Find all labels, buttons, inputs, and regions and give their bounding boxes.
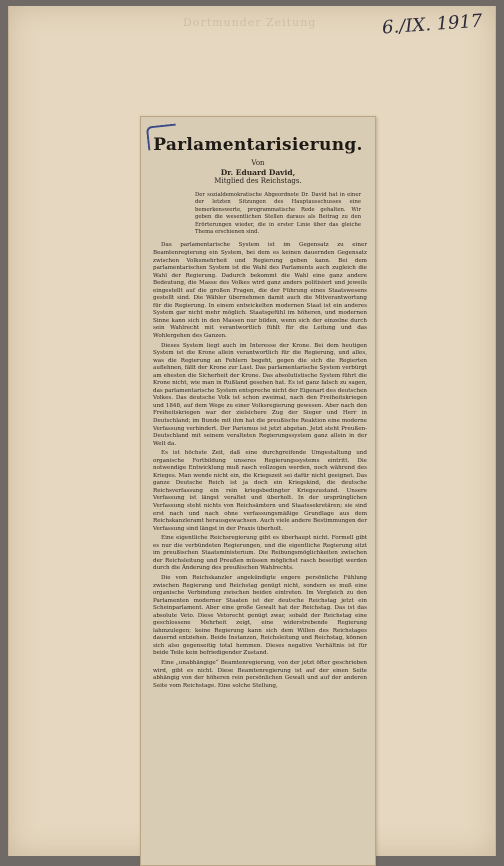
pencil-mark-icon	[146, 123, 178, 150]
paragraph: Eine eigentliche Reichsregierung gibt es überhaupt nicht. Formell gibt es nur die verbündeten Regierungen, und die eigentliche Regierung sitzt im preußischen Staatsministerium. Die Reibungsmöglichkeiten zwischen der Reichsleitung und Preußen müssen möglichst rasch beseitigt werden durch die Änderung des preußischen Wahlrechts.	[153, 535, 367, 572]
byline	[141, 159, 375, 186]
paragraph: Es ist höchste Zeit, daß eine durchgreifende Umgestaltung und organische Fortbildung unseres Regierungssystems eintritt. Die notwendige Entwicklung muß rasch vollzogen werden, noch während des Krieges. Man wende nicht ein, die Kriegszeit sei dafür nicht geeignet. Das ganze Deutsche Reich ist ja doch ein Kriegskind, die deutsche Reichsverfassung ein rein kriegsbedingter Kriegszustand. Unsere Verfassung ist längst veraltet und überholt. In der ursprünglichen Verfassung steht nichts von Reichsämtern und Staatssekretären; sie sind erst nach und nach ohne verfassungsmäßige Grundlage aus dem Reichskanzleramt herausgewachsen. Auch viele andere Bestimmungen der Verfassung sind längst in der Praxis überholt.	[153, 450, 367, 532]
newspaper-clipping	[140, 116, 376, 866]
handwritten-date: 6./IX. 1917	[380, 10, 483, 39]
paragraph: Das parlamentarische System ist im Gegensatz zu einer Beamtenregierung ein System, bei dem es keinen dauernden Gegensatz zwischen Volksmehrheit und Regierung geben kann. Bei dem parlamentarischen System ist die Wahl des Parlaments auch zugleich die Wahl der Regierung. Dadurch bekommt die Wahl eine ganz andere Bedeutung, die Masse des Volkes wird ganz anders politisiert und jeweils eingestellt auf die großen Fragen, die der Führung eines Staatswesens gestellt sind. Die Wähler übernehmen damit auch die Mitverantwortung für die Regierung. In einem entwickelten modernen Staat ist ein anderes System gar nicht mehr möglich. Staatsgefühl im höheren, und modernen Sinne kann sich in den Massen nur bilden, wenn sich der einzelne durch sein Wahlrecht mit verantwortlich fühlt für die Leitung und das Wohlergehen des Ganzen.	[153, 242, 367, 339]
article-title: Parlamentarisierung.	[153, 135, 363, 155]
faint-stamp: Dortmunder Zeitung	[183, 16, 317, 29]
byline-von: Von	[251, 159, 265, 167]
author-role: Mitglied des Reichstags.	[214, 177, 302, 185]
article-body	[153, 242, 367, 690]
article-intro: Der sozialdemokratische Abgeordnete Dr. David hat in einer der letzten Sitzungen des Hauptausschusses eine bemerkenswerte, programmatische Rede gehalten. Wir geben die wesentlichen Stellen daraus als Beitrag zu den Erörterungen wieder, die in erster Linie über das gleiche Thema erschienen sind.	[195, 192, 361, 236]
archive-page	[8, 6, 496, 856]
author-name: Dr. Eduard David,	[220, 168, 296, 177]
paragraph: Eine „unabhängige“ Beamtenregierung, von der jetzt öfter geschrieben wird, gibt es nicht. Diese Beamtenregierung ist auf der einen Seite abhängig von der höheren rein persönlichen Gewalt und auf der anderen Seite vom Reichstage. Eine solche Stellung,	[153, 659, 367, 689]
paragraph: Dieses System liegt auch im Interesse der Krone. Bei dem heutigen System ist die Krone allein verantwortlich für die Regierung, und alles, was die Regierung an Fehlern begeht, gegen die sich die Regierten auflehnen, fällt der Krone zur Last. Das parlamentarische System verbürgt am ehesten die Sicherheit der Krone. Das absolutistische System führt die Krone nicht, wie man in Rußland gesehen hat. Es ist ganz falsch zu sagen, das parlamentarische System entspreche nicht der Eigenart des deutschen Volkes. Das deutsche Volk ist schon zweimal, nach den Freiheitskriegen und 1848, auf dem Wege zu einer Volksregierung gewesen. Aber nach den Freiheitskriegen war der zielsichere Zug der Sieger und Herr in Deutschland; im Bunde mit ihm hat die preußische Reaktion eine moderne Verfassung verhindert. Der Parismus ist jetzt abgetan. Jetzt steht Preußen-Deutschland mit seinem veralteten Regierungssystem ganz allein in der Welt da.	[153, 342, 367, 447]
paragraph: Die vom Reichskanzler angekündigte engere persönliche Fühlung zwischen Regierung und Reichstag genügt nicht, sondern es muß eine organische Verbindung zwischen beiden eintreten. Im Vergleich zu den Parlamenten moderner Staaten ist der deutsche Reichstag jetzt ein Scheinparlament. Aber eine große Gewalt hat der Reichstag. Das ist das absolute Veto. Diese Vetorecht genügt zwar, sobald der Reichstag eine geschlossene Mehrheit zeigt, eine widerstrebende Regierung lahmzulegen; keine Regierung kann sich dem Willen des Reichstages dauernd entziehen. Beide Instanzen, Reichsleitung und Reichstag, können sich also gegenseitig total hemmen. Dieses negative Verhältnis ist für beide Teile kein befriedigender Zustand.	[153, 574, 367, 657]
